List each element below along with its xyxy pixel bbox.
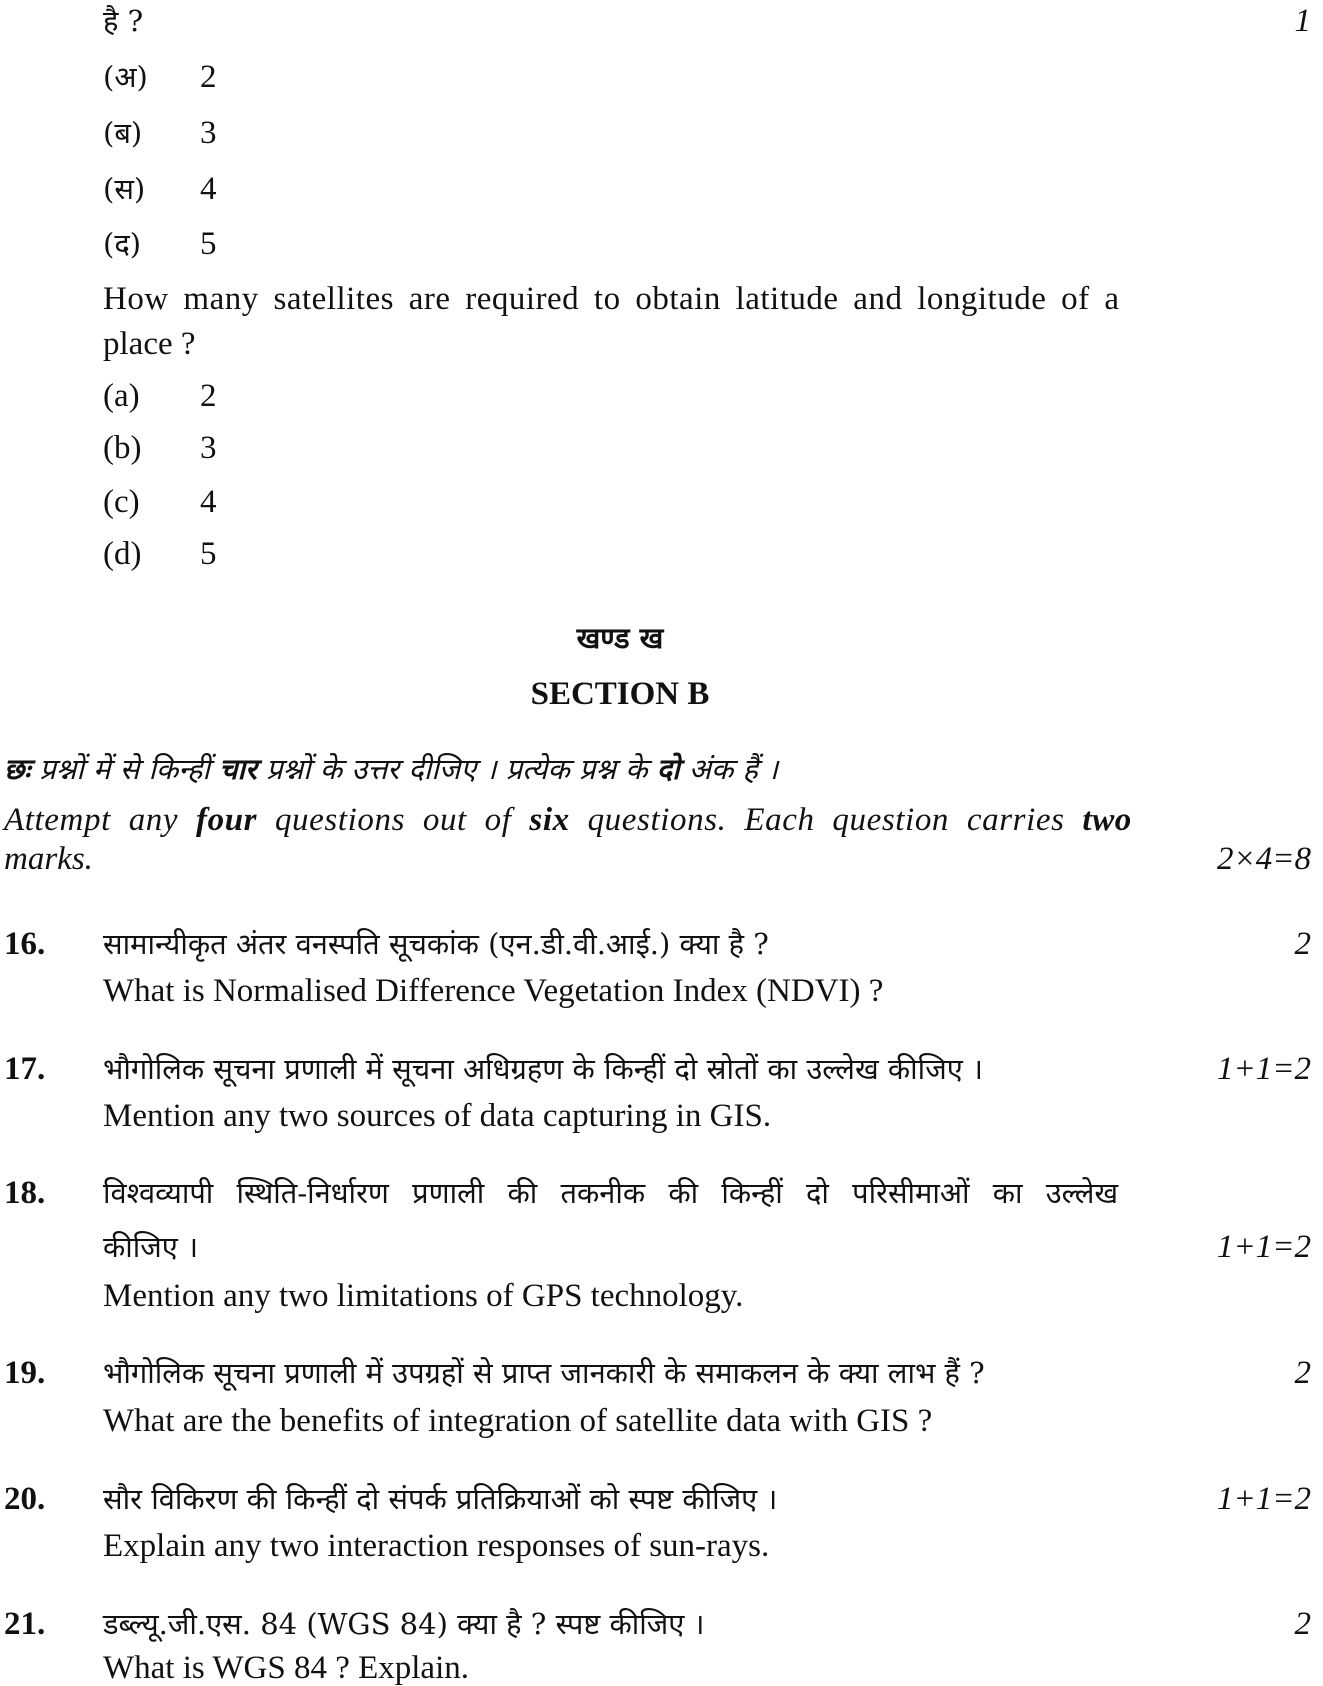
question-number: 20. <box>4 1481 46 1517</box>
question-english: Mention any two limitations of GPS technology. <box>103 1278 744 1314</box>
question-marks: 1+1=2 <box>1216 1229 1311 1265</box>
instruction-text: questions. Each question carries <box>569 802 1083 838</box>
count-word: six <box>529 802 570 838</box>
question-hindi: डब्ल्यू.जी.एस. 84 (WGS 84) क्या है ? स्पष्ट कीजिए । <box>103 1607 705 1641</box>
question-marks: 2 <box>1294 926 1311 962</box>
question-marks: 1+1=2 <box>1216 1051 1311 1087</box>
question-number: 16. <box>4 926 46 962</box>
question-english: What is WGS 84 ? Explain. <box>103 1650 469 1686</box>
count-word: चार <box>219 752 257 786</box>
section-hindi-title: खण्ड ख <box>576 621 664 655</box>
option-label: (स) <box>103 172 146 206</box>
section-marks: 2×4=8 <box>1216 841 1311 877</box>
instruction-text: Attempt any <box>4 802 196 838</box>
instruction-text: प्रश्नों में से किन्हीं <box>30 752 220 786</box>
option-value: 4 <box>200 171 217 207</box>
section-english-instruction <box>4 802 1132 838</box>
section-english-title: SECTION B <box>530 676 710 712</box>
question-english: Mention any two sources of data capturing in GIS. <box>103 1098 772 1134</box>
count-word: four <box>196 802 258 838</box>
q15-english-line1: How many satellites are required to obtain latitude and longitude of a <box>103 281 1120 317</box>
option-label: (ब) <box>103 116 143 150</box>
option-label: (द) <box>103 227 142 261</box>
question-marks: 2 <box>1294 1355 1311 1391</box>
question-english: What is Normalised Difference Vegetation Index (NDVI) ? <box>103 973 884 1009</box>
option-value: 2 <box>200 378 217 414</box>
question-number: 19. <box>4 1355 46 1391</box>
option-label: (अ) <box>103 60 148 94</box>
question-marks: 2 <box>1294 1606 1311 1642</box>
question-hindi: भौगोलिक सूचना प्रणाली में उपग्रहों से प्राप्त जानकारी के समाकलन के क्या लाभ हैं ? <box>103 1356 985 1390</box>
question-number: 17. <box>4 1051 46 1087</box>
q15-english-line2: place ? <box>103 326 196 362</box>
option-label: (b) <box>103 430 142 466</box>
option-label: (c) <box>103 484 140 520</box>
count-word: two <box>1082 802 1132 838</box>
q15-marks: 1 <box>1294 3 1311 39</box>
question-hindi: सौर विकिरण की किन्हीं दो संपर्क प्रतिक्रियाओं को स्पष्ट कीजिए । <box>103 1482 778 1516</box>
option-value: 5 <box>200 536 217 572</box>
question-hindi: विश्वव्यापी स्थिति-निर्धारण प्रणाली की तकनीक की किन्हीं दो परिसीमाओं का उल्लेख <box>103 1176 1119 1210</box>
question-number: 18. <box>4 1175 46 1211</box>
option-label: (a) <box>103 378 140 414</box>
instruction-text: प्रश्नों के उत्तर दीजिए । प्रत्येक प्रश्न के <box>256 752 657 786</box>
question-hindi: सामान्यीकृत अंतर वनस्पति सूचकांक (एन.डी.वी.आई.) क्या है ? <box>103 927 769 961</box>
option-value: 5 <box>200 226 217 262</box>
question-hindi-line2: कीजिए । <box>103 1230 199 1264</box>
q15-hindi-tail: है ? <box>103 4 144 38</box>
instruction-text: अंक हैं । <box>679 752 779 786</box>
instruction-text: questions out of <box>257 802 530 838</box>
question-marks: 1+1=2 <box>1216 1481 1311 1517</box>
option-value: 2 <box>200 59 217 95</box>
option-label: (d) <box>103 536 142 572</box>
option-value: 3 <box>200 115 217 151</box>
question-english: What are the benefits of integration of satellite data with GIS ? <box>103 1403 933 1439</box>
question-english: Explain any two interaction responses of sun-rays. <box>103 1528 770 1564</box>
section-hindi-instruction <box>4 751 778 787</box>
option-value: 3 <box>200 430 217 466</box>
section-english-instruction-line2: marks. <box>4 841 93 877</box>
count-word: दो <box>656 752 680 786</box>
question-number: 21. <box>4 1606 46 1642</box>
option-value: 4 <box>200 484 217 520</box>
count-word: छः <box>4 752 31 786</box>
question-hindi: भौगोलिक सूचना प्रणाली में सूचना अधिग्रहण के किन्हीं दो स्रोतों का उल्लेख कीजिए । <box>103 1052 983 1086</box>
